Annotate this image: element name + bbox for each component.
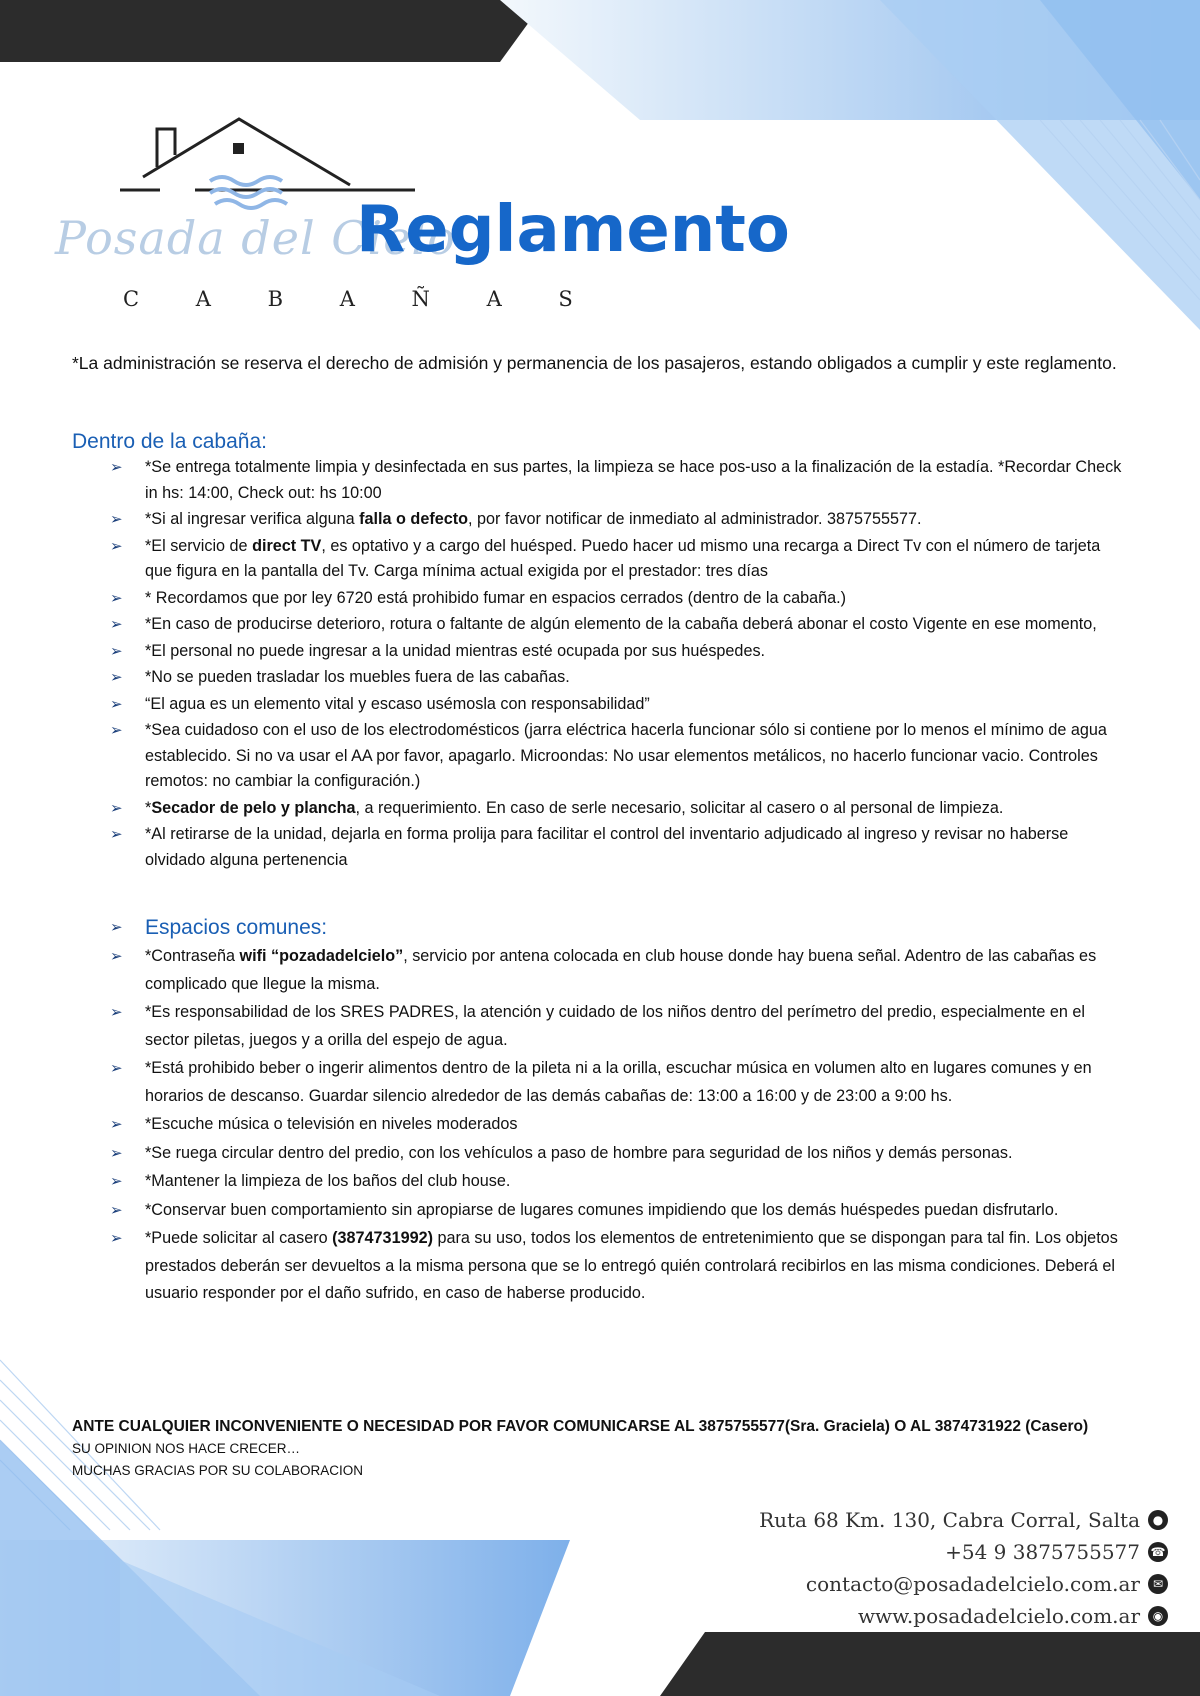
website-link[interactable]: www.posadadelcielo.com.ar (857, 1604, 1140, 1628)
brand-subtitle: C A B A Ñ A S (123, 287, 598, 311)
arrow-bullet-icon: ➢ (110, 669, 123, 686)
list-item: ➢ *El servicio de direct TV, es optativo y a cargo del huésped. Puedo hacer ud mismo una recarga a Direct Tv con el número de tarjeta que figura en la pantalla del Tv. Carga mínima actual exigida por el prestador: tres días (72, 534, 1130, 585)
email-row[interactable] (759, 1568, 1168, 1600)
phone-text[interactable]: +54 9 3875755577 (945, 1540, 1140, 1564)
list-item: ➢ *Al retirarse de la unidad, dejarla en forma prolija para facilitar el control del inventario adjudicado al ingreso y revisar no haberse olvidado alguna pertenencia (72, 822, 1130, 873)
contact-notice: ANTE CUALQUIER INCONVENIENTE O NECESIDAD POR FAVOR COMUNICARSE AL 3875755577(Sra. Graciela) O AL 3874731922 (Casero) (72, 1418, 1089, 1435)
contact-block (759, 1504, 1168, 1632)
web-row[interactable] (759, 1600, 1168, 1632)
arrow-bullet-icon: ➢ (110, 1173, 123, 1190)
arrow-bullet-icon: ➢ (110, 1116, 123, 1133)
arrow-bullet-icon: ➢ (110, 919, 123, 936)
list-item: ➢ *Escuche música o televisión en niveles moderados (72, 1111, 1130, 1139)
address-row (759, 1504, 1168, 1536)
list-item: ➢ *En caso de producirse deterioro, rotura o faltante de algún elemento de la cabaña deberá abonar el costo Vigente en ese momento, (72, 612, 1130, 638)
brand-script-name: Posada del Cielo (55, 211, 456, 265)
list-item: ➢ *Mantener la limpieza de los baños del club house. (72, 1168, 1130, 1196)
rules-list-espacios (72, 943, 1130, 1309)
list-item: ➢ *El personal no puede ingresar a la unidad mientras esté ocupada por sus huéspedes. (72, 639, 1130, 665)
page-title: Reglamento (356, 193, 790, 267)
phone-icon: ☎ (1148, 1542, 1168, 1562)
list-item: ➢ *Puede solicitar al casero (3874731992) para su uso, todos los elementos de entretenimiento que se dispongan para tal fin. Los objetos prestados deberán ser devueltos a la misma persona que se lo entregó quién controlará recibirlos en las misma condiciones. Deberá el usuario responder por el daño sufrido, en caso de haberse producido. (72, 1225, 1130, 1308)
arrow-bullet-icon: ➢ (110, 616, 123, 633)
list-item: ➢ *Es responsabilidad de los SRES PADRES, la atención y cuidado de los niños dentro del perímetro del predio, especialmente en el sector piletas, juegos y a orilla del espejo de agua. (72, 999, 1130, 1054)
arrow-bullet-icon: ➢ (110, 589, 123, 607)
email-link[interactable]: contacto@posadadelcielo.com.ar (805, 1572, 1140, 1596)
location-pin-icon: ● (1148, 1510, 1168, 1530)
arrow-bullet-icon: ➢ (110, 1201, 123, 1219)
list-item: ➢ “El agua es un elemento vital y escaso usémosla con responsabilidad” (72, 692, 1130, 718)
arrow-bullet-icon: ➢ (110, 642, 123, 660)
list-item: ➢ *No se pueden trasladar los muebles fuera de las cabañas. (72, 665, 1130, 691)
section-heading-espacios: ➢ Espacios comunes: (72, 914, 327, 942)
list-item: ➢ *Está prohibido beber o ingerir alimentos dentro de la pileta ni a la orilla, escuchar música en volumen alto en lugares comunes y en horarios de descanso. Guardar silencio alrededor de las demás cabañas de: 13:00 a 16:00 y de 23:00 a 9:00 hs. (72, 1055, 1130, 1110)
address-text: Ruta 68 Km. 130, Cabra Corral, Salta (759, 1508, 1140, 1532)
list-item: ➢ *Se ruega circular dentro del predio, con los vehículos a paso de hombre para seguridad de los niños y demás personas. (72, 1140, 1130, 1168)
phone-row[interactable] (759, 1536, 1168, 1568)
arrow-bullet-icon: ➢ (110, 695, 123, 713)
arrow-bullet-icon: ➢ (110, 1060, 123, 1077)
arrow-bullet-icon: ➢ (110, 722, 123, 739)
arrow-bullet-icon: ➢ (110, 826, 123, 843)
opinion-line: SU OPINION NOS HACE CRECER… (72, 1441, 301, 1456)
list-item: ➢ * Recordamos que por ley 6720 está prohibido fumar en espacios cerrados (dentro de la cabaña.) (72, 586, 1130, 612)
email-icon: ✉ (1148, 1574, 1168, 1594)
list-item: ➢ *Si al ingresar verifica alguna falla o defecto, por favor notificar de inmediato al administrador. 3875755577. (72, 507, 1130, 533)
list-item: ➢ *Secador de pelo y plancha, a requerimiento. En caso de serle necesario, solicitar al casero o al personal de limpieza. (72, 796, 1130, 822)
arrow-bullet-icon: ➢ (110, 511, 123, 528)
list-item: ➢ *Contraseña wifi “pozadadelcielo”, servicio por antena colocada en club house donde hay buena señal. Adentro de las cabañas es complicado que llegue la misma. (72, 943, 1130, 998)
list-item: ➢ *Conservar buen comportamiento sin apropiarse de lugares comunes impidiendo que los demás huéspedes puedan disfrutarlo. (72, 1197, 1130, 1225)
arrow-bullet-icon: ➢ (110, 1004, 123, 1021)
arrow-bullet-icon: ➢ (110, 459, 123, 476)
list-item: ➢ *Sea cuidadoso con el uso de los electrodomésticos (jarra eléctrica hacerla funcionar sólo si contiene por lo menos el mínimo de agua establecido. Si no va usar el AA por favor, apagarlo. Microondas: No usar elementos metálicos, no hacerlo funcionar vacio. Controles remotos: no cambiar la configuración.) (72, 718, 1130, 795)
rules-list-cabana (72, 455, 1130, 874)
globe-icon: ◉ (1148, 1606, 1168, 1626)
thanks-line: MUCHAS GRACIAS POR SU COLABORACION (72, 1463, 364, 1478)
arrow-bullet-icon: ➢ (110, 799, 123, 817)
intro-paragraph: *La administración se reserva el derecho de admisión y permanencia de los pasajeros, estando obligados a cumplir y este reglamento. (72, 353, 1117, 373)
list-item: ➢ *Se entrega totalmente limpia y desinfectada en sus partes, la limpieza se hace pos-uso a la finalización de la estadía. *Recordar Check in hs: 14:00, Check out: hs 10:00 (72, 455, 1130, 506)
arrow-bullet-icon: ➢ (110, 1230, 123, 1247)
section-heading-cabana: Dentro de la cabaña: (72, 430, 267, 453)
arrow-bullet-icon: ➢ (110, 537, 123, 555)
arrow-bullet-icon: ➢ (110, 948, 123, 965)
footer-notice (72, 1416, 1130, 1482)
arrow-bullet-icon: ➢ (110, 1144, 123, 1162)
